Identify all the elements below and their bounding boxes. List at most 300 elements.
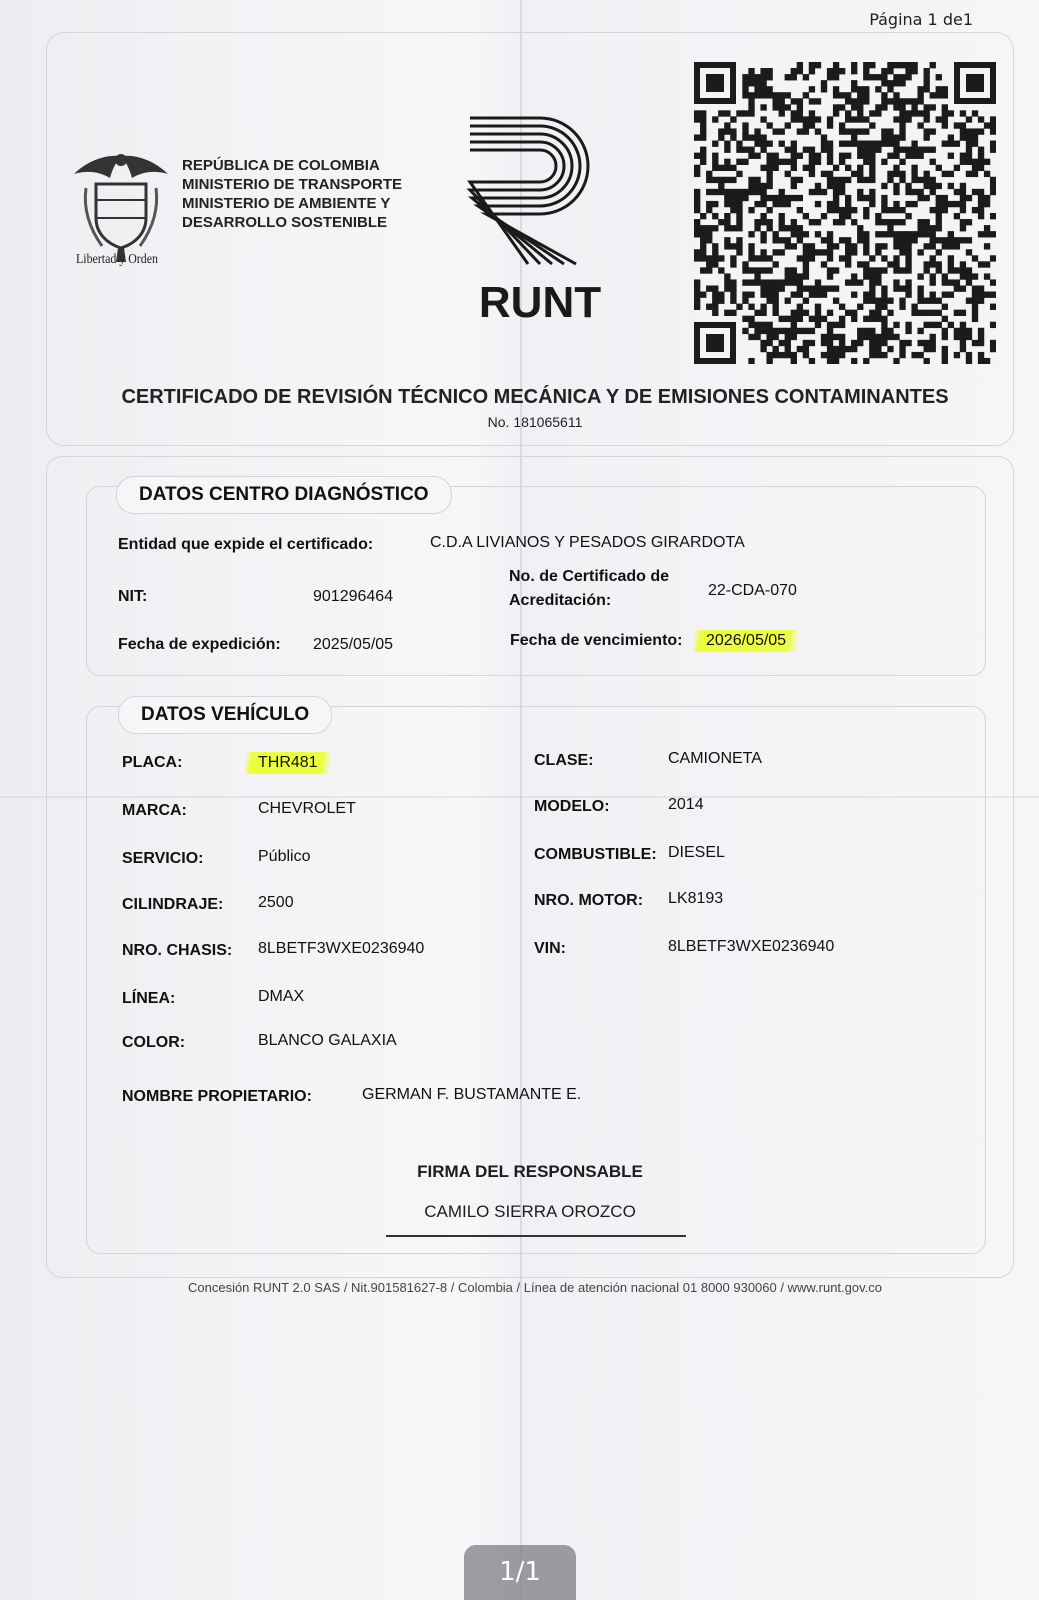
qr-module <box>942 122 948 128</box>
page-indicator[interactable]: 1/1 <box>464 1545 576 1600</box>
entity-value: C.D.A LIVIANOS Y PESADOS GIRARDOTA <box>430 534 745 551</box>
qr-module <box>760 249 766 255</box>
qr-module <box>978 231 984 237</box>
qr-module <box>833 189 839 195</box>
qr-module <box>930 147 936 153</box>
qr-module <box>978 285 984 291</box>
qr-module <box>881 219 887 225</box>
qr-module <box>851 116 857 122</box>
vin-label: VIN: <box>534 940 566 957</box>
qr-module <box>779 249 785 255</box>
qr-module <box>827 201 833 207</box>
qr-module <box>875 298 881 304</box>
motto-text: Libertad y Orden <box>76 252 158 267</box>
qr-module <box>833 165 839 171</box>
qr-module <box>911 177 917 183</box>
qr-module <box>899 267 905 273</box>
qr-module <box>936 267 942 273</box>
qr-module <box>827 147 833 153</box>
qr-module <box>718 165 724 171</box>
qr-module <box>851 292 857 298</box>
qr-module <box>924 80 930 86</box>
qr-module <box>869 165 875 171</box>
qr-module <box>748 255 754 261</box>
coat-of-arms-icon <box>66 148 176 266</box>
qr-module <box>730 134 736 140</box>
qr-module <box>833 62 839 68</box>
qr-module <box>893 74 899 80</box>
qr-module <box>911 62 917 68</box>
qr-module <box>863 68 869 74</box>
qr-module <box>821 86 827 92</box>
qr-module <box>730 292 736 298</box>
qr-module <box>815 201 821 207</box>
qr-module <box>917 231 923 237</box>
qr-module <box>863 261 869 267</box>
qr-module <box>791 147 797 153</box>
qr-module <box>766 122 772 128</box>
qr-module <box>779 316 785 322</box>
qr-module <box>736 249 742 255</box>
qr-module <box>966 358 972 364</box>
qr-module <box>748 267 754 273</box>
qr-module <box>803 122 809 128</box>
qr-module <box>779 285 785 291</box>
qr-module <box>936 207 942 213</box>
qr-module <box>845 207 851 213</box>
certificate-number: No. 181065611 <box>487 414 583 430</box>
qr-module <box>863 159 869 165</box>
qr-module <box>766 92 772 98</box>
qr-module <box>748 177 754 183</box>
ministry-line: MINISTERIO DE TRANSPORTE <box>182 176 403 193</box>
qr-module <box>845 249 851 255</box>
qr-module <box>905 74 911 80</box>
qr-module <box>936 92 942 98</box>
qr-module <box>857 171 863 177</box>
qr-module <box>887 80 893 86</box>
qr-module <box>936 310 942 316</box>
qr-module <box>694 249 700 255</box>
qr-module <box>845 213 851 219</box>
qr-module <box>942 141 948 147</box>
qr-module <box>990 279 996 285</box>
qr-module <box>881 134 887 140</box>
qr-module <box>984 225 990 231</box>
qr-module <box>960 201 966 207</box>
qr-module <box>803 261 809 267</box>
qr-module <box>742 92 748 98</box>
qr-module <box>972 141 978 147</box>
qr-module <box>917 110 923 116</box>
qr-module <box>930 292 936 298</box>
qr-module <box>730 310 736 316</box>
qr-module <box>760 104 766 110</box>
qr-module <box>694 298 700 304</box>
qr-module <box>899 147 905 153</box>
qr-module <box>797 328 803 334</box>
qr-module <box>881 316 887 322</box>
qr-module <box>936 183 942 189</box>
qr-module <box>966 159 972 165</box>
qr-module <box>760 195 766 201</box>
qr-module <box>972 310 978 316</box>
qr-module <box>954 213 960 219</box>
qr-module <box>869 201 875 207</box>
qr-module <box>960 285 966 291</box>
qr-module <box>966 153 972 159</box>
qr-module <box>785 273 791 279</box>
qr-module <box>869 279 875 285</box>
qr-module <box>881 231 887 237</box>
qr-module <box>791 159 797 165</box>
qr-module <box>694 189 700 195</box>
qr-module <box>754 183 760 189</box>
qr-module <box>851 68 857 74</box>
qr-module <box>972 134 978 140</box>
qr-module <box>712 159 718 165</box>
qr-module <box>863 177 869 183</box>
qr-module <box>791 98 797 104</box>
qr-module <box>851 134 857 140</box>
qr-module <box>748 316 754 322</box>
qr-module <box>845 116 851 122</box>
qr-module <box>833 110 839 116</box>
qr-module <box>760 165 766 171</box>
qr-module <box>905 285 911 291</box>
qr-module <box>766 292 772 298</box>
qr-module <box>881 141 887 147</box>
qr-module <box>785 104 791 110</box>
qr-module <box>839 304 845 310</box>
qr-module <box>972 255 978 261</box>
qr-module <box>924 322 930 328</box>
qr-module <box>760 68 766 74</box>
qr-module <box>760 74 766 80</box>
qr-module <box>917 292 923 298</box>
qr-module <box>911 304 917 310</box>
qr-module <box>875 243 881 249</box>
qr-module <box>706 189 712 195</box>
qr-module <box>706 201 712 207</box>
qr-module <box>893 104 899 110</box>
qr-module <box>917 147 923 153</box>
qr-module <box>893 255 899 261</box>
qr-module <box>990 292 996 298</box>
qr-module <box>821 261 827 267</box>
qr-module <box>766 285 772 291</box>
qr-module <box>857 153 863 159</box>
qr-module <box>930 298 936 304</box>
qr-module <box>827 141 833 147</box>
qr-module <box>917 189 923 195</box>
ministry-line: MINISTERIO DE AMBIENTE Y <box>182 195 391 212</box>
nit-label: NIT: <box>118 588 148 605</box>
qr-module <box>736 225 742 231</box>
qr-module <box>893 171 899 177</box>
qr-module <box>863 153 869 159</box>
qr-module <box>924 310 930 316</box>
qr-module <box>887 62 893 68</box>
qr-module <box>785 340 791 346</box>
qr-module <box>875 74 881 80</box>
page-number-label: Página 1 de1 <box>869 10 973 29</box>
qr-module <box>857 225 863 231</box>
qr-module <box>972 171 978 177</box>
expiry-date-label: Fecha de vencimiento: <box>510 632 683 649</box>
qr-module <box>863 141 869 147</box>
qr-module <box>875 316 881 322</box>
qr-module <box>930 177 936 183</box>
qr-module <box>899 116 905 122</box>
qr-module <box>712 255 718 261</box>
qr-module <box>948 231 954 237</box>
qr-module <box>706 261 712 267</box>
qr-module <box>978 165 984 171</box>
qr-module <box>803 310 809 316</box>
qr-module <box>803 285 809 291</box>
qr-module <box>930 273 936 279</box>
entity-label: Entidad que expide el certificado: <box>118 536 374 553</box>
qr-module <box>742 122 748 128</box>
qr-module <box>779 225 785 231</box>
qr-module <box>930 237 936 243</box>
qr-module <box>936 261 942 267</box>
qr-module <box>857 165 863 171</box>
qr-module <box>869 310 875 316</box>
qr-module <box>960 122 966 128</box>
owner-label: NOMBRE PROPIETARIO: <box>122 1088 312 1105</box>
qr-module <box>911 141 917 147</box>
qr-module <box>936 298 942 304</box>
qr-module <box>724 243 730 249</box>
qr-module <box>803 255 809 261</box>
qr-module <box>766 334 772 340</box>
qr-module <box>785 346 791 352</box>
qr-module <box>754 219 760 225</box>
qr-module <box>936 225 942 231</box>
qr-module <box>924 261 930 267</box>
qr-module <box>821 141 827 147</box>
qr-module <box>881 74 887 80</box>
qr-module <box>742 134 748 140</box>
qr-module <box>821 292 827 298</box>
qr-module <box>773 298 779 304</box>
qr-module <box>748 92 754 98</box>
qr-module <box>905 68 911 74</box>
qr-module <box>924 74 930 80</box>
qr-module <box>869 147 875 153</box>
qr-module <box>754 255 760 261</box>
qr-module <box>797 304 803 310</box>
qr-module <box>990 141 996 147</box>
qr-module <box>875 273 881 279</box>
qr-module <box>803 147 809 153</box>
qr-module <box>724 141 730 147</box>
qr-module <box>766 171 772 177</box>
qr-module <box>857 279 863 285</box>
qr-module <box>724 128 730 134</box>
qr-module <box>857 92 863 98</box>
qr-module <box>833 207 839 213</box>
qr-module <box>809 171 815 177</box>
qr-module <box>924 267 930 273</box>
qr-module <box>899 249 905 255</box>
qr-module <box>754 189 760 195</box>
qr-module <box>779 159 785 165</box>
qr-module <box>797 110 803 116</box>
qr-module <box>869 159 875 165</box>
qr-module <box>773 231 779 237</box>
qr-module <box>773 92 779 98</box>
qr-module <box>960 322 966 328</box>
qr-module <box>899 207 905 213</box>
qr-module <box>815 159 821 165</box>
qr-module <box>881 285 887 291</box>
qr-module <box>839 183 845 189</box>
qr-module <box>718 183 724 189</box>
qr-module <box>875 310 881 316</box>
qr-module <box>948 237 954 243</box>
qr-module <box>694 201 700 207</box>
qr-module <box>773 346 779 352</box>
qr-module <box>966 195 972 201</box>
qr-module <box>899 298 905 304</box>
qr-module <box>748 358 754 364</box>
qr-module <box>724 159 730 165</box>
qr-module <box>845 237 851 243</box>
qr-module <box>754 80 760 86</box>
qr-module <box>899 128 905 134</box>
qr-module <box>887 261 893 267</box>
qr-module <box>700 231 706 237</box>
qr-module <box>966 237 972 243</box>
qr-module <box>815 189 821 195</box>
qr-module <box>827 352 833 358</box>
qr-module <box>803 340 809 346</box>
qr-module <box>863 334 869 340</box>
qr-module <box>978 195 984 201</box>
qr-module <box>809 292 815 298</box>
qr-module <box>845 153 851 159</box>
qr-module <box>869 316 875 322</box>
qr-module <box>863 243 869 249</box>
qr-module <box>948 255 954 261</box>
qr-module <box>736 141 742 147</box>
qr-module <box>694 195 700 201</box>
qr-module <box>960 189 966 195</box>
qr-module <box>899 80 905 86</box>
qr-module <box>833 346 839 352</box>
qr-module <box>736 159 742 165</box>
servicio-label: SERVICIO: <box>122 850 204 867</box>
qr-module <box>930 231 936 237</box>
linea-value: DMAX <box>258 988 305 1005</box>
qr-module <box>694 231 700 237</box>
qr-module <box>712 304 718 310</box>
qr-module <box>887 219 893 225</box>
qr-module <box>791 177 797 183</box>
qr-module <box>791 219 797 225</box>
qr-module <box>978 128 984 134</box>
qr-module <box>899 285 905 291</box>
qr-module <box>960 159 966 165</box>
qr-module <box>821 237 827 243</box>
qr-module <box>748 304 754 310</box>
qr-module <box>930 225 936 231</box>
qr-module <box>748 134 754 140</box>
qr-module <box>911 231 917 237</box>
qr-module <box>869 352 875 358</box>
qr-module <box>893 92 899 98</box>
cilindraje-value: 2500 <box>258 894 294 911</box>
qr-module <box>881 322 887 328</box>
qr-module <box>851 86 857 92</box>
qr-module <box>972 189 978 195</box>
qr-module <box>748 249 754 255</box>
qr-module <box>724 177 730 183</box>
qr-module <box>942 358 948 364</box>
qr-module <box>881 243 887 249</box>
qr-module <box>724 195 730 201</box>
qr-module <box>869 298 875 304</box>
qr-module <box>954 267 960 273</box>
qr-module <box>766 141 772 147</box>
qr-module <box>766 183 772 189</box>
qr-module <box>809 159 815 165</box>
qr-module <box>893 261 899 267</box>
qr-module <box>754 177 760 183</box>
qr-module <box>978 147 984 153</box>
qr-module <box>972 285 978 291</box>
qr-module <box>887 68 893 74</box>
qr-module <box>924 219 930 225</box>
qr-module <box>706 304 712 310</box>
qr-module <box>839 346 845 352</box>
qr-module <box>899 74 905 80</box>
qr-module <box>887 231 893 237</box>
qr-module <box>827 328 833 334</box>
qr-module <box>857 231 863 237</box>
qr-module <box>857 177 863 183</box>
qr-module <box>779 98 785 104</box>
qr-module <box>754 322 760 328</box>
qr-module <box>863 62 869 68</box>
qr-module <box>827 243 833 249</box>
qr-module <box>827 171 833 177</box>
qr-module <box>736 110 742 116</box>
qr-module <box>785 298 791 304</box>
qr-module <box>700 159 706 165</box>
qr-module <box>905 116 911 122</box>
qr-module <box>742 80 748 86</box>
qr-module <box>905 340 911 346</box>
qr-module <box>990 122 996 128</box>
qr-module <box>748 334 754 340</box>
qr-module <box>821 213 827 219</box>
qr-module <box>839 219 845 225</box>
qr-module <box>917 195 923 201</box>
qr-module <box>930 62 936 68</box>
qr-module <box>803 249 809 255</box>
qr-module <box>911 165 917 171</box>
nro-chasis-value: 8LBETF3WXE0236940 <box>258 940 425 957</box>
qr-module <box>773 165 779 171</box>
qr-module <box>881 159 887 165</box>
qr-module <box>869 346 875 352</box>
qr-module <box>791 225 797 231</box>
qr-module <box>791 267 797 273</box>
